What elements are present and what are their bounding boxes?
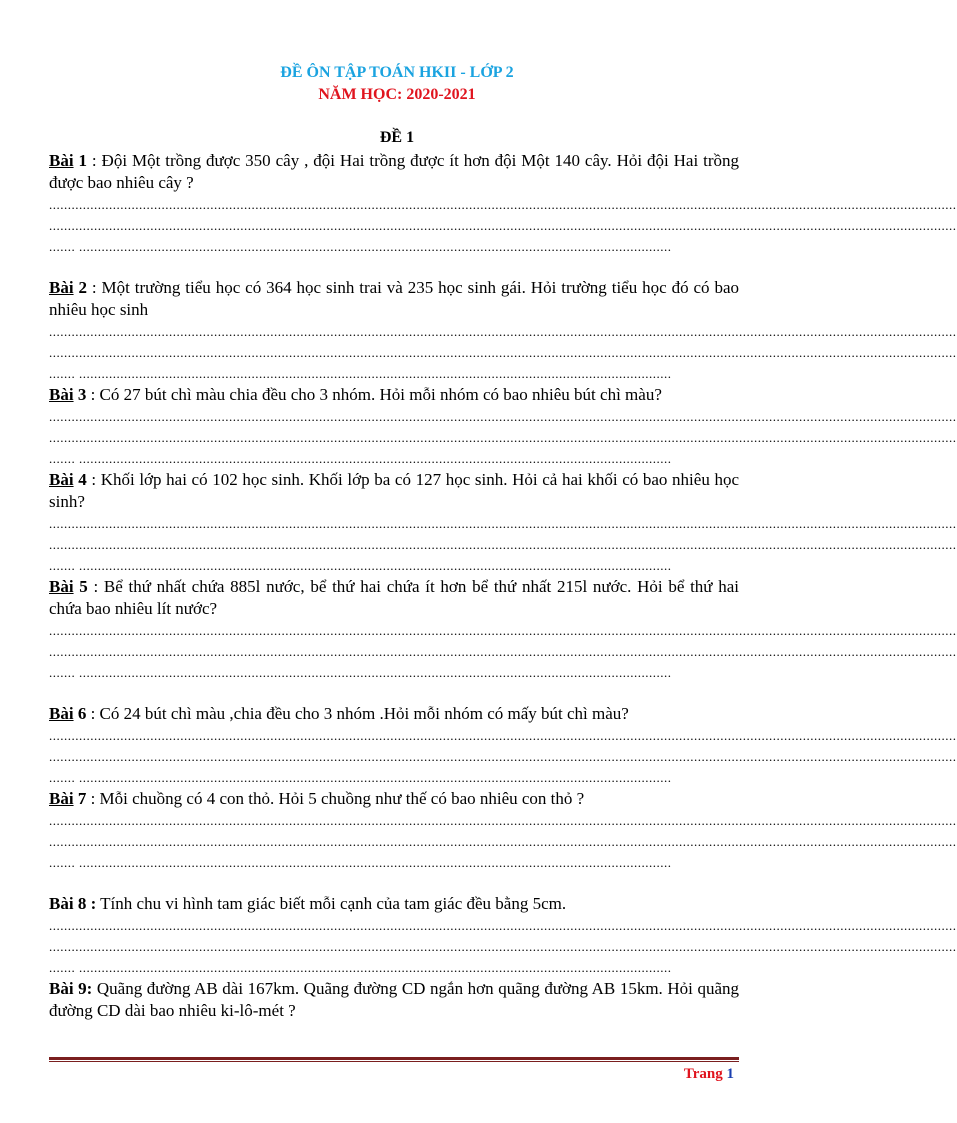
question-label: Bài 6 xyxy=(49,704,87,723)
question-label: Bài 9: xyxy=(49,979,93,998)
question-2: Bài 2 : Một trường tiểu học có 364 học sinh trai và 235 học sinh gái. Hỏi trường tiểu học đó có bao nhiêu học sinh xyxy=(49,278,739,319)
question-label: Bài 5 xyxy=(49,577,88,596)
school-year: NĂM HỌC: 2020-2021 xyxy=(318,86,476,103)
document-title: ĐỀ ÔN TẬP TOÁN HKII - LỚP 2 xyxy=(280,64,514,81)
question-7: Bài 7 : Mỗi chuồng có 4 con thỏ. Hỏi 5 chuồng như thế có bao nhiêu con thỏ ? xyxy=(49,789,585,808)
question-label: Bài 3 xyxy=(49,385,87,404)
question-label: Bài 1 xyxy=(49,151,87,170)
answer-line: .................................................................................................................................................................................................................................................. xyxy=(49,834,957,849)
question-text: Có 27 bút chì màu chia đều cho 3 nhóm. Hỏi mỗi nhóm có bao nhiêu bút chì màu? xyxy=(95,385,662,404)
answer-line: ....... .............................................................................................................................................................. xyxy=(49,558,672,573)
question-6: Bài 6 : Có 24 bút chì màu ,chia đều cho 3 nhóm .Hỏi mỗi nhóm có mấy bút chì màu? xyxy=(49,704,629,723)
answer-line: ....... .............................................................................................................................................................. xyxy=(49,960,672,975)
question-1: Bài 1 : Đội Một trồng được 350 cây , đội Hai trồng được ít hơn đội Một 140 cây. Hỏi đội Hai trồng được bao nhiêu cây ? xyxy=(49,151,739,192)
answer-line: .................................................................................................................................................................................................................................................. xyxy=(49,324,957,339)
question-label: Bài 8 : xyxy=(49,894,97,913)
answer-line: ....... .............................................................................................................................................................. xyxy=(49,366,672,381)
question-5: Bài 5 : Bể thứ nhất chứa 885l nước, bể thứ hai chứa ít hơn bể thứ nhất 215l nước. Hỏi bể thứ hai chứa bao nhiêu lít nước? xyxy=(49,577,739,618)
document-header xyxy=(0,62,794,106)
answer-line: .................................................................................................................................................................................................................................................. xyxy=(49,345,957,360)
question-text: Có 24 bút chì màu ,chia đều cho 3 nhóm .Hỏi mỗi nhóm có mấy bút chì màu? xyxy=(95,704,629,723)
answer-line: .................................................................................................................................................................................................................................................. xyxy=(49,623,957,638)
answer-line: ....... .............................................................................................................................................................. xyxy=(49,239,672,254)
question-text: Bể thứ nhất chứa 885l nước, bể thứ hai chứa ít hơn bể thứ nhất 215l nước. Hỏi bể thứ hai chứa bao nhiêu lít nước? xyxy=(49,577,739,618)
answer-line: .................................................................................................................................................................................................................................................. xyxy=(49,918,957,933)
answer-line: .................................................................................................................................................................................................................................................. xyxy=(49,516,957,531)
answer-line: ....... .............................................................................................................................................................. xyxy=(49,855,672,870)
answer-line: .................................................................................................................................................................................................................................................. xyxy=(49,728,957,743)
question-3: Bài 3 : Có 27 bút chì màu chia đều cho 3 nhóm. Hỏi mỗi nhóm có bao nhiêu bút chì màu? xyxy=(49,385,662,404)
answer-line: .................................................................................................................................................................................................................................................. xyxy=(49,813,957,828)
answer-line: .................................................................................................................................................................................................................................................. xyxy=(49,430,957,445)
answer-line: .................................................................................................................................................................................................................................................. xyxy=(49,749,957,764)
page-number: Trang 1 xyxy=(683,1066,734,1082)
question-label: Bài 4 xyxy=(49,470,87,489)
answer-line: .................................................................................................................................................................................................................................................. xyxy=(49,218,957,233)
answer-line: .................................................................................................................................................................................................................................................. xyxy=(49,409,957,424)
answer-line: .................................................................................................................................................................................................................................................. xyxy=(49,537,957,552)
question-text: Đội Một trồng được 350 cây , đội Hai trồng được ít hơn đội Một 140 cây. Hỏi đội Hai trồng được bao nhiêu cây ? xyxy=(49,151,739,192)
answer-line: .................................................................................................................................................................................................................................................. xyxy=(49,197,957,212)
answer-line: .................................................................................................................................................................................................................................................. xyxy=(49,939,957,954)
answer-line: ....... .............................................................................................................................................................. xyxy=(49,451,672,466)
question-4: Bài 4 : Khối lớp hai có 102 học sinh. Khối lớp ba có 127 học sinh. Hỏi cả hai khối có bao nhiêu học sinh? xyxy=(49,470,739,511)
question-text: Khối lớp hai có 102 học sinh. Khối lớp ba có 127 học sinh. Hỏi cả hai khối có bao nhiêu học sinh? xyxy=(49,470,739,511)
question-text: Một trường tiểu học có 364 học sinh trai và 235 học sinh gái. Hỏi trường tiểu học đó có bao nhiêu học sinh xyxy=(49,278,739,319)
question-text: Mỗi chuồng có 4 con thỏ. Hỏi 5 chuồng như thế có bao nhiêu con thỏ ? xyxy=(95,789,585,808)
question-label: Bài 7 xyxy=(49,789,87,808)
question-text: Tính chu vi hình tam giác biết mỗi cạnh của tam giác đều bằng 5cm. xyxy=(96,894,567,913)
exam-label: ĐỀ 1 xyxy=(379,129,415,146)
question-9 xyxy=(49,978,739,1022)
answer-line: .................................................................................................................................................................................................................................................. xyxy=(49,644,957,659)
questions-list xyxy=(49,150,957,1022)
footer-divider-thin xyxy=(49,1061,739,1062)
answer-line: ....... .............................................................................................................................................................. xyxy=(49,770,672,785)
question-text: Quãng đường AB dài 167km. Quãng đường CD ngắn hơn quãng đường AB 15km. Hỏi quãng đường CD dài bao nhiêu ki-lô-mét ? xyxy=(49,979,739,1020)
question-label: Bài 2 xyxy=(49,278,87,297)
footer-divider xyxy=(49,1057,739,1060)
question-8 xyxy=(49,893,739,915)
answer-line: ....... .............................................................................................................................................................. xyxy=(49,665,672,680)
